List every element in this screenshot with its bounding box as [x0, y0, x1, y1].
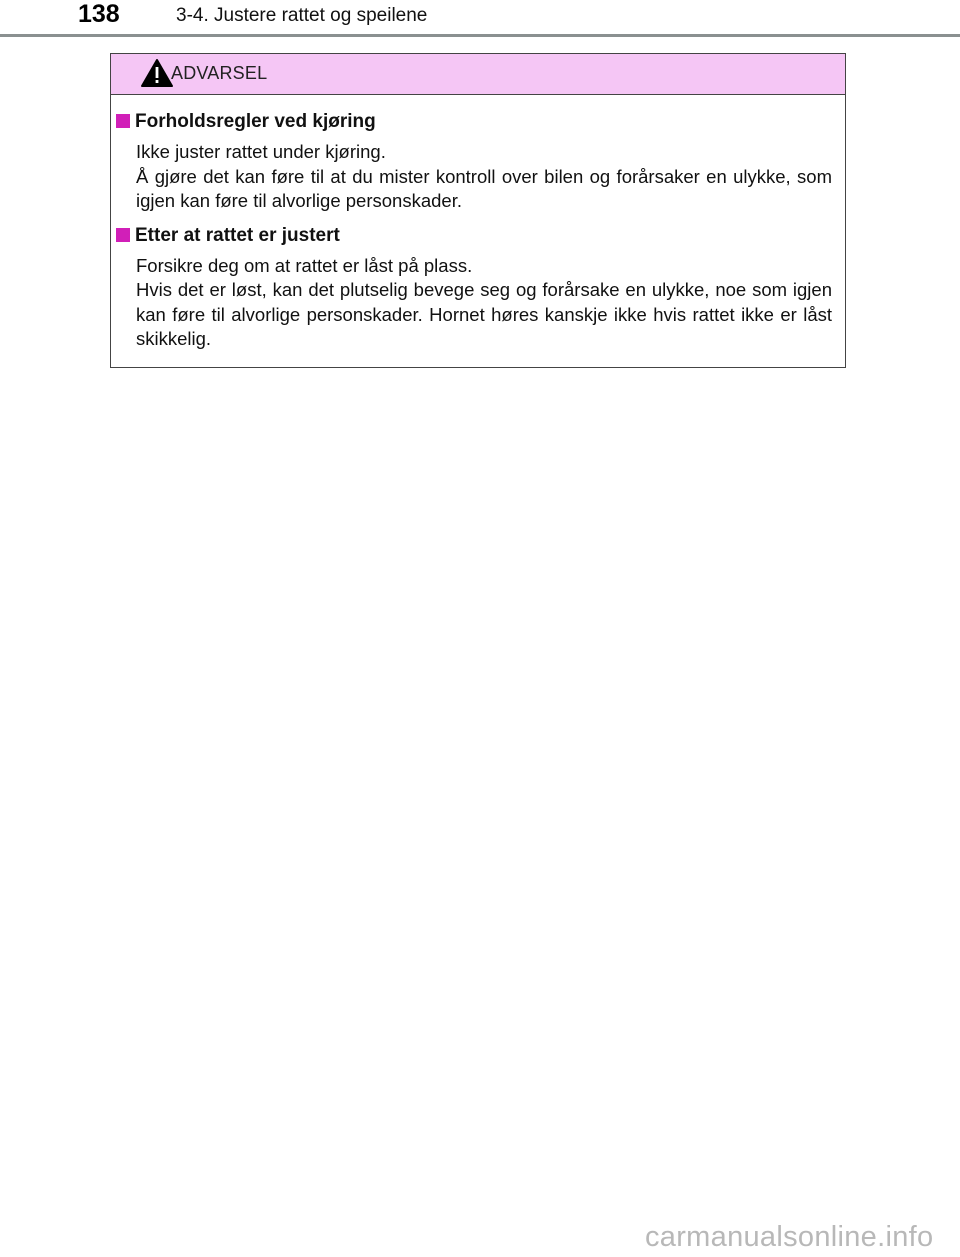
- item-heading-text: Etter at rattet er justert: [135, 224, 340, 246]
- item-heading: [111, 224, 847, 248]
- header-divider: [0, 34, 960, 37]
- item-heading: [111, 110, 847, 134]
- warning-body: [111, 110, 847, 362]
- paragraph: Å gjøre det kan føre til at du mister kontroll over bilen og forårsaker en ulykke, som igjen kan føre til alvorlige personskader.: [136, 165, 832, 211]
- watermark: carmanualsonline.info: [645, 1221, 934, 1253]
- warning-triangle-icon: [140, 58, 174, 88]
- warning-title: ADVARSEL: [171, 63, 268, 83]
- item-text: [136, 254, 832, 352]
- square-bullet-icon: [116, 114, 130, 128]
- page-number: 138: [78, 0, 120, 28]
- item-text: [136, 140, 832, 214]
- item-heading-text: Forholdsregler ved kjøring: [135, 111, 376, 132]
- warning-header: [111, 54, 845, 95]
- warning-item-after-adjustment: [111, 224, 847, 352]
- page-header: [0, 0, 960, 40]
- paragraph: Forsikre deg om at rattet er låst på plass.: [136, 254, 473, 276]
- section-title: 3-4. Justere rattet og speilene: [176, 5, 428, 26]
- warning-box: [110, 53, 846, 368]
- paragraph: Hvis det er løst, kan det plutselig bevege seg og forårsake en ulykke, noe som igjen kan føre til alvorlige personskader. Hornet høres kanskje ikke hvis rattet ikke er låst skikkelig.: [136, 279, 832, 349]
- paragraph: Ikke juster rattet under kjøring.: [136, 141, 386, 162]
- square-bullet-icon: [116, 228, 130, 242]
- warning-item-driving-precautions: [111, 110, 847, 214]
